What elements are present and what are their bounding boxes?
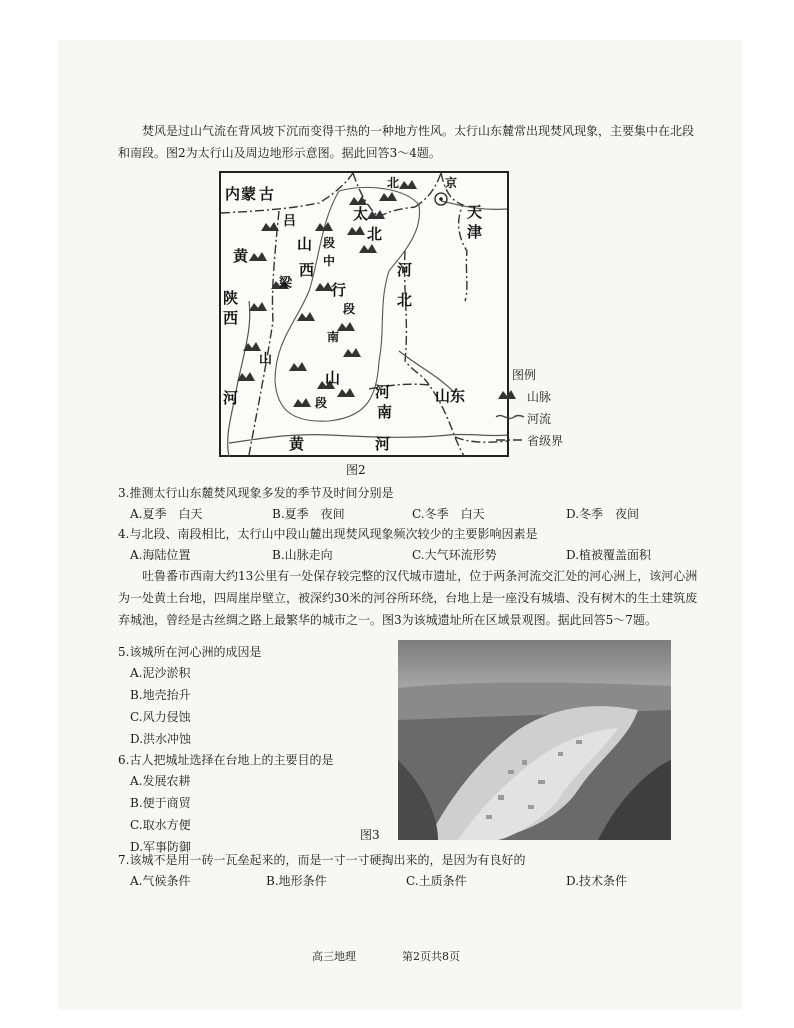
figure-2-map [219,171,509,457]
question-4-stem: 4.与北段、南段相比，太行山中段山麓出现焚风现象频次较少的主要影响因素是 [118,527,538,541]
label-hebei-he: 河 [397,262,413,279]
label-nei: 内 [225,186,241,203]
question-5-option-c: C.风力侵蚀 [130,710,191,724]
figure-2-caption: 图2 [346,463,366,477]
label-duan-1: 段 [323,236,336,250]
footer-subject: 高三地理 [312,950,356,963]
question-5-option-d: D.洪水冲蚀 [130,732,192,746]
question-7-option-b: B.地形条件 [266,874,327,888]
question-3-option-a: A.夏季 白天 [130,507,203,521]
question-7-stem: 7.该城不是用一砖一瓦垒起来的，而是一寸一寸硬掏出来的，是因为有良好的 [118,853,526,867]
label-zhong: 中 [323,254,336,268]
label-shan-2: 山 [325,370,341,387]
question-5-option-a: A.泥沙淤积 [130,666,191,680]
label-henan-nan: 南 [377,404,393,421]
question-7-option-c: C.土质条件 [406,874,467,888]
legend-border-label: 省级界 [527,434,564,448]
legend-river-icon [494,411,526,423]
question-4-option-b: B.山脉走向 [272,548,333,562]
legend-river-label: 河流 [527,412,552,426]
label-beijing-1: 北 [387,176,400,190]
intro-paragraph-1: 焚风是过山气流在背风坡下沉而变得干热的一种地方性风。太行山东麓常出现焚风现象，主要集中在北段和南段。图2为太行山及周边地形示意图。据此回答3～4题。 [118,124,695,160]
question-7-option-a: A.气候条件 [130,874,191,888]
label-nan: 南 [327,330,340,344]
question-5-option-b: B.地壳抬升 [130,688,191,702]
label-tai: 太 [353,206,369,223]
legend-mountain-icon [496,387,526,403]
label-duan-2: 段 [343,302,356,316]
label-shaanxi-xi: 西 [223,310,239,327]
label-he-2: 河 [375,436,391,453]
question-6-option-a: A.发展农耕 [130,774,191,788]
label-lv: 吕 [283,213,297,228]
legend-mountain-label: 山脉 [527,390,552,404]
question-3-option-d: D.冬季 夜间 [566,507,640,521]
legend-border-icon [494,435,526,445]
label-beijing-2: 京 [445,176,458,190]
question-4-option-c: C.大气环流形势 [412,548,497,562]
question-6-option-c: C.取水方便 [130,818,191,832]
question-3-stem: 3.推测太行山东麓焚风现象多发的季节及时间分别是 [118,486,394,500]
label-meng: 蒙 [241,186,257,203]
question-7-option-d: D.技术条件 [566,874,628,888]
label-hang: 行 [331,282,347,299]
label-bei-duan: 北 [367,226,383,243]
question-3-option-b: B.夏季 夜间 [272,507,345,521]
label-huang-2: 黄 [289,436,305,453]
legend-title: 图例 [512,368,537,382]
label-jin: 津 [467,224,483,241]
label-hebei-bei: 北 [397,292,413,309]
label-gu: 古 [259,186,275,203]
question-6-option-d: D.军事防御 [130,840,192,854]
intro-paragraph-2: 吐鲁番市西南大约13公里有一处保存较完整的汉代城市遗址，位于两条河流交汇处的河心洲上，该河心洲为一处黄土台地，四周崖岸壁立，被深约30米的河谷所环绕，台地上是一座没有城墙、没有树木的生土建筑废弃城池，曾经是古丝绸之路上最繁华的城市之一。图3为该城遗址所在区域景观图。据此回答5～7题。 [118,569,698,627]
label-henan-he: 河 [375,384,391,401]
label-duan-3: 段 [315,396,328,410]
question-6-stem: 6.古人把城址选择在台地上的主要目的是 [118,753,334,767]
label-shandong: 山东 [435,388,466,405]
label-shaan: 陕 [223,290,239,307]
question-5-stem: 5.该城所在河心洲的成因是 [118,645,262,659]
question-4-option-a: A.海陆位置 [130,548,191,562]
figure-3-landscape-photo [398,640,671,840]
question-3-option-c: C.冬季 白天 [412,507,485,521]
label-tian: 天 [467,204,483,221]
footer-page-number: 第2页共8页 [402,950,460,963]
label-he-1: 河 [223,390,239,407]
label-shanxi-xi: 西 [299,262,315,279]
question-4-option-d: D.植被覆盖面积 [566,548,652,562]
label-liang: 梁 [279,275,293,290]
label-huang-1: 黄 [233,248,249,265]
question-6-option-b: B.便于商贸 [130,796,191,810]
figure-3-caption: 图3 [360,828,380,842]
label-lvliang-shan: 山 [259,351,273,366]
label-shanxi-shan: 山 [297,236,313,253]
